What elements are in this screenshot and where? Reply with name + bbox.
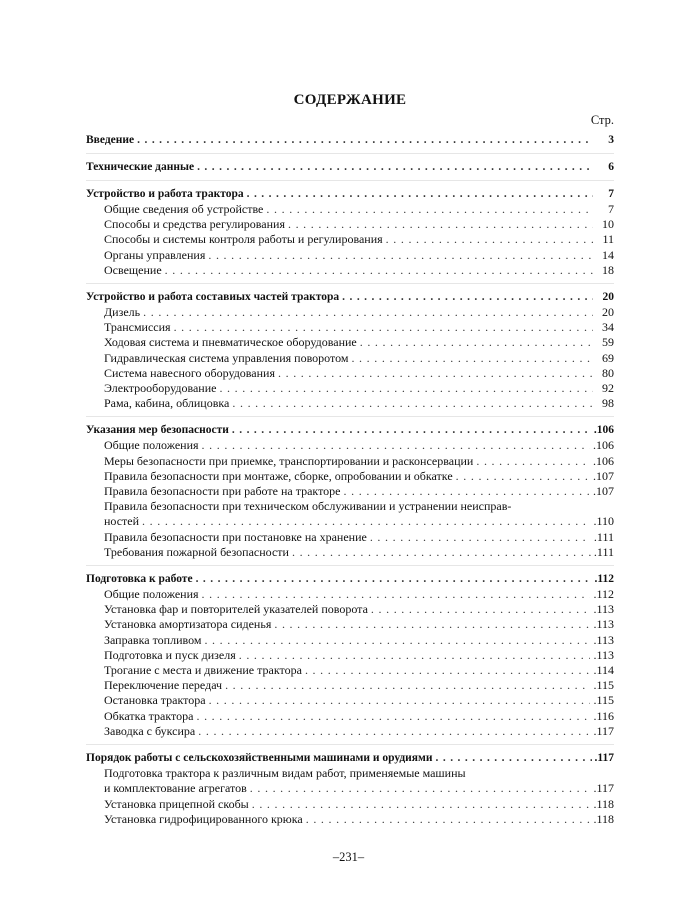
dot-leader bbox=[232, 396, 593, 411]
dot-leader bbox=[174, 320, 593, 335]
page-title: СОДЕРЖАНИЕ bbox=[293, 92, 407, 108]
dot-leader bbox=[476, 454, 590, 469]
toc-list bbox=[86, 132, 614, 832]
toc-entry[interactable] bbox=[86, 438, 614, 453]
dot-leader bbox=[204, 633, 590, 648]
toc-entry[interactable] bbox=[86, 366, 614, 381]
dot-leader bbox=[266, 202, 593, 217]
toc-entry-label: Система навесного оборудования bbox=[104, 365, 275, 380]
toc-heading-label: Устройство и работа трактора bbox=[86, 188, 244, 200]
toc-entry-label: Установка прицепной скобы bbox=[104, 796, 249, 811]
toc-entry-label: Правила безопасности при работе на тракторе bbox=[104, 484, 341, 499]
toc-section-heading[interactable] bbox=[86, 289, 614, 305]
toc-entry[interactable] bbox=[86, 617, 614, 632]
toc-entry[interactable] bbox=[86, 648, 614, 663]
toc-page-number: 59 bbox=[602, 335, 614, 350]
toc-entry-label: Ходовая система и пневматическое оборудование bbox=[104, 335, 357, 350]
toc-heading-label: Подготовка к работе bbox=[86, 573, 193, 586]
toc-page-number: .106 bbox=[593, 438, 614, 453]
dot-leader bbox=[370, 530, 591, 545]
dot-leader bbox=[292, 545, 591, 560]
toc-page-number: 14 bbox=[602, 247, 614, 262]
toc-heading-label: Устройство и работа составиых частей трактора bbox=[86, 291, 340, 304]
dot-leader bbox=[196, 571, 592, 587]
toc-page-number: .107 bbox=[593, 484, 614, 499]
toc-entry-label: Способы и средства регулирования bbox=[104, 217, 285, 232]
toc-entry[interactable] bbox=[86, 248, 614, 263]
toc-page-number: .116 bbox=[593, 708, 614, 723]
toc-page-number: .117 bbox=[593, 723, 614, 738]
toc-page-number: .118 bbox=[593, 811, 614, 826]
toc-section bbox=[86, 750, 614, 832]
toc-entry[interactable] bbox=[86, 335, 614, 350]
toc-heading-label: Порядок работы с сельскохозяйственными машинами и орудиями bbox=[86, 752, 433, 765]
toc-entry[interactable] bbox=[86, 797, 614, 812]
toc-heading-label: Технические данные bbox=[86, 161, 195, 173]
toc-page-number: .107 bbox=[593, 468, 614, 483]
toc-page-number: 34 bbox=[602, 320, 614, 335]
dot-leader bbox=[239, 648, 591, 663]
toc-entry-label: Органы управления bbox=[104, 247, 206, 262]
toc-entry[interactable] bbox=[86, 693, 614, 708]
toc-entry-label: Заводка с буксира bbox=[104, 723, 196, 738]
toc-entry-label: Заправка топливом bbox=[104, 632, 202, 647]
toc-page-number: .113 bbox=[593, 617, 614, 632]
toc-entry[interactable] bbox=[86, 545, 614, 560]
dot-leader bbox=[344, 484, 590, 499]
dot-leader bbox=[196, 709, 590, 724]
toc-entry[interactable] bbox=[86, 781, 614, 796]
toc-entry-label: Трансмиссия bbox=[104, 320, 171, 335]
dot-leader bbox=[137, 132, 593, 148]
dot-leader bbox=[202, 587, 591, 602]
dot-leader bbox=[342, 289, 593, 305]
toc-entry-label: Дизель bbox=[104, 305, 141, 320]
dot-leader bbox=[351, 351, 593, 366]
toc-page-number: .106 bbox=[593, 453, 614, 468]
dot-leader bbox=[288, 217, 593, 232]
toc-page-number: 98 bbox=[602, 396, 614, 411]
toc-entry-label: Установка гидрофицированного крюка bbox=[104, 811, 303, 826]
toc-entry[interactable] bbox=[86, 263, 614, 278]
toc-entry[interactable] bbox=[86, 587, 614, 602]
dot-leader bbox=[274, 617, 590, 632]
dot-leader bbox=[209, 693, 591, 708]
toc-entry-label: Обкатка трактора bbox=[104, 708, 194, 723]
toc-page-number: .118 bbox=[593, 796, 614, 811]
page-column-label: Стр. bbox=[590, 113, 614, 127]
dot-leader bbox=[165, 263, 593, 278]
toc-heading-label: Указания мер безопасности bbox=[86, 424, 229, 437]
toc-entry-label: Подготовка и пуск дизеля bbox=[104, 647, 236, 662]
dot-leader bbox=[436, 750, 592, 766]
toc-heading-label: Введение bbox=[86, 134, 135, 146]
toc-page-number: 11 bbox=[602, 232, 614, 247]
toc-entry[interactable] bbox=[86, 530, 614, 545]
toc-section bbox=[86, 186, 614, 284]
toc-section-heading[interactable] bbox=[86, 186, 614, 202]
toc-page-number: 7 bbox=[608, 188, 614, 200]
toc-entry-label: Правила безопасности при монтаже, сборке, опробовании и обкатке bbox=[104, 468, 453, 483]
toc-entry-label: Меры безопасности при приемке, транспортировании и расконсервации bbox=[104, 453, 474, 468]
toc-page-number: .111 bbox=[593, 529, 614, 544]
toc-section bbox=[86, 289, 614, 417]
toc-entry-label: Общие положения bbox=[104, 438, 199, 453]
dot-leader bbox=[143, 305, 593, 320]
toc-entry-label: и комплектование агрегатов bbox=[104, 781, 247, 796]
toc-section-heading[interactable] bbox=[86, 422, 614, 438]
dot-leader bbox=[278, 366, 593, 381]
toc-entry-label: Общие положения bbox=[104, 587, 199, 602]
toc-section-heading[interactable] bbox=[86, 571, 614, 587]
toc-entry-label-line: Подготовка трактора к различным видам работ, применяемые машины bbox=[104, 766, 466, 781]
toc-entry-label: Правила безопасности при постановке на хранение bbox=[104, 529, 367, 544]
toc-page-number: .113 bbox=[593, 602, 614, 617]
toc-section bbox=[86, 159, 614, 181]
toc-section-heading[interactable] bbox=[86, 750, 614, 766]
toc-entry-label: Общие сведения об устройстве bbox=[104, 202, 264, 216]
toc-entry[interactable] bbox=[86, 633, 614, 648]
toc-page-number: 18 bbox=[602, 262, 614, 277]
toc-page-number: 3 bbox=[608, 134, 614, 146]
dot-leader bbox=[202, 438, 590, 453]
toc-section bbox=[86, 132, 614, 154]
dot-leader bbox=[250, 781, 591, 796]
toc-section bbox=[86, 571, 614, 745]
table-of-contents bbox=[86, 92, 614, 837]
dot-leader bbox=[386, 232, 593, 247]
toc-entry[interactable] bbox=[86, 232, 614, 247]
toc-page-number: .112 bbox=[594, 573, 614, 586]
toc-section bbox=[86, 422, 614, 566]
dot-leader bbox=[305, 663, 591, 678]
toc-entry[interactable] bbox=[86, 381, 614, 396]
toc-entry[interactable] bbox=[86, 202, 614, 217]
toc-page-number: .113 bbox=[593, 647, 614, 662]
toc-page-number: .117 bbox=[593, 781, 614, 796]
dot-leader bbox=[371, 602, 591, 617]
toc-page-number: 10 bbox=[602, 217, 614, 232]
dot-leader bbox=[219, 381, 593, 396]
toc-entry[interactable] bbox=[86, 217, 614, 232]
dot-leader bbox=[232, 422, 591, 438]
toc-entry-label: Способы и системы контроля работы и регулирования bbox=[104, 232, 383, 247]
toc-page-number: .115 bbox=[593, 693, 614, 708]
toc-entry[interactable] bbox=[86, 678, 614, 693]
toc-entry[interactable] bbox=[86, 351, 614, 366]
toc-entry-label: Требования пожарной безопасности bbox=[104, 544, 289, 559]
toc-entry-label: Освещение bbox=[104, 262, 162, 277]
toc-page-number: 69 bbox=[602, 350, 614, 365]
dot-leader bbox=[306, 812, 591, 827]
dot-leader bbox=[198, 724, 590, 739]
toc-entry-label: Рама, кабина, облицовка bbox=[104, 396, 230, 411]
toc-page-number: .106 bbox=[593, 424, 614, 437]
dot-leader bbox=[252, 797, 591, 812]
toc-entry-label: Переключение передач bbox=[104, 678, 223, 693]
toc-entry-label: Электрооборудование bbox=[104, 381, 217, 396]
toc-page-number: 80 bbox=[602, 365, 614, 380]
toc-entry[interactable] bbox=[86, 812, 614, 827]
dot-leader bbox=[225, 678, 590, 693]
toc-entry[interactable] bbox=[86, 396, 614, 411]
toc-entry[interactable] bbox=[86, 514, 614, 529]
dot-leader bbox=[456, 469, 590, 484]
toc-entry-label: ностей bbox=[104, 514, 140, 529]
toc-entry-label: Установка амортизатора сиденья bbox=[104, 617, 272, 632]
toc-entry[interactable] bbox=[86, 469, 614, 484]
dot-leader bbox=[360, 335, 593, 350]
toc-section-heading[interactable] bbox=[86, 159, 614, 175]
toc-page-number: .115 bbox=[593, 678, 614, 693]
toc-entry-label: Гидравлическая система управления поворотом bbox=[104, 350, 349, 365]
toc-entry-label: Установка фар и повторителей указателей поворота bbox=[104, 602, 368, 617]
toc-entry[interactable] bbox=[86, 320, 614, 335]
toc-entry[interactable] bbox=[86, 454, 614, 469]
toc-entry[interactable] bbox=[86, 305, 614, 320]
toc-section-heading[interactable] bbox=[86, 132, 614, 148]
dot-leader bbox=[142, 514, 590, 529]
toc-page-number: .114 bbox=[593, 663, 614, 678]
dot-leader bbox=[208, 248, 593, 263]
toc-entry-label: Остановка трактора bbox=[104, 693, 206, 708]
toc-entry[interactable] bbox=[86, 724, 614, 739]
toc-page-number: .112 bbox=[593, 587, 614, 602]
toc-page-number: .113 bbox=[593, 632, 614, 647]
toc-page-number: 92 bbox=[602, 381, 614, 396]
toc-entry[interactable] bbox=[86, 663, 614, 678]
footer-page-number: –231– bbox=[332, 850, 365, 864]
dot-leader bbox=[197, 159, 593, 175]
toc-entry[interactable] bbox=[86, 709, 614, 724]
dot-leader bbox=[247, 186, 593, 202]
toc-page-number: 6 bbox=[608, 161, 614, 173]
toc-page-number: .110 bbox=[593, 514, 614, 529]
toc-page-number: .111 bbox=[593, 544, 614, 559]
toc-entry[interactable] bbox=[86, 484, 614, 499]
toc-entry-label: Трогание с места и движение трактора bbox=[104, 663, 302, 678]
toc-page-number: 7 bbox=[608, 202, 614, 216]
toc-entry[interactable] bbox=[86, 602, 614, 617]
toc-page-number: .117 bbox=[594, 752, 614, 765]
toc-page-number: 20 bbox=[602, 305, 614, 320]
toc-page-number: 20 bbox=[602, 291, 614, 304]
toc-entry-label-line: Правила безопасности при техническом обслуживании и устранении неисправ- bbox=[104, 499, 512, 514]
